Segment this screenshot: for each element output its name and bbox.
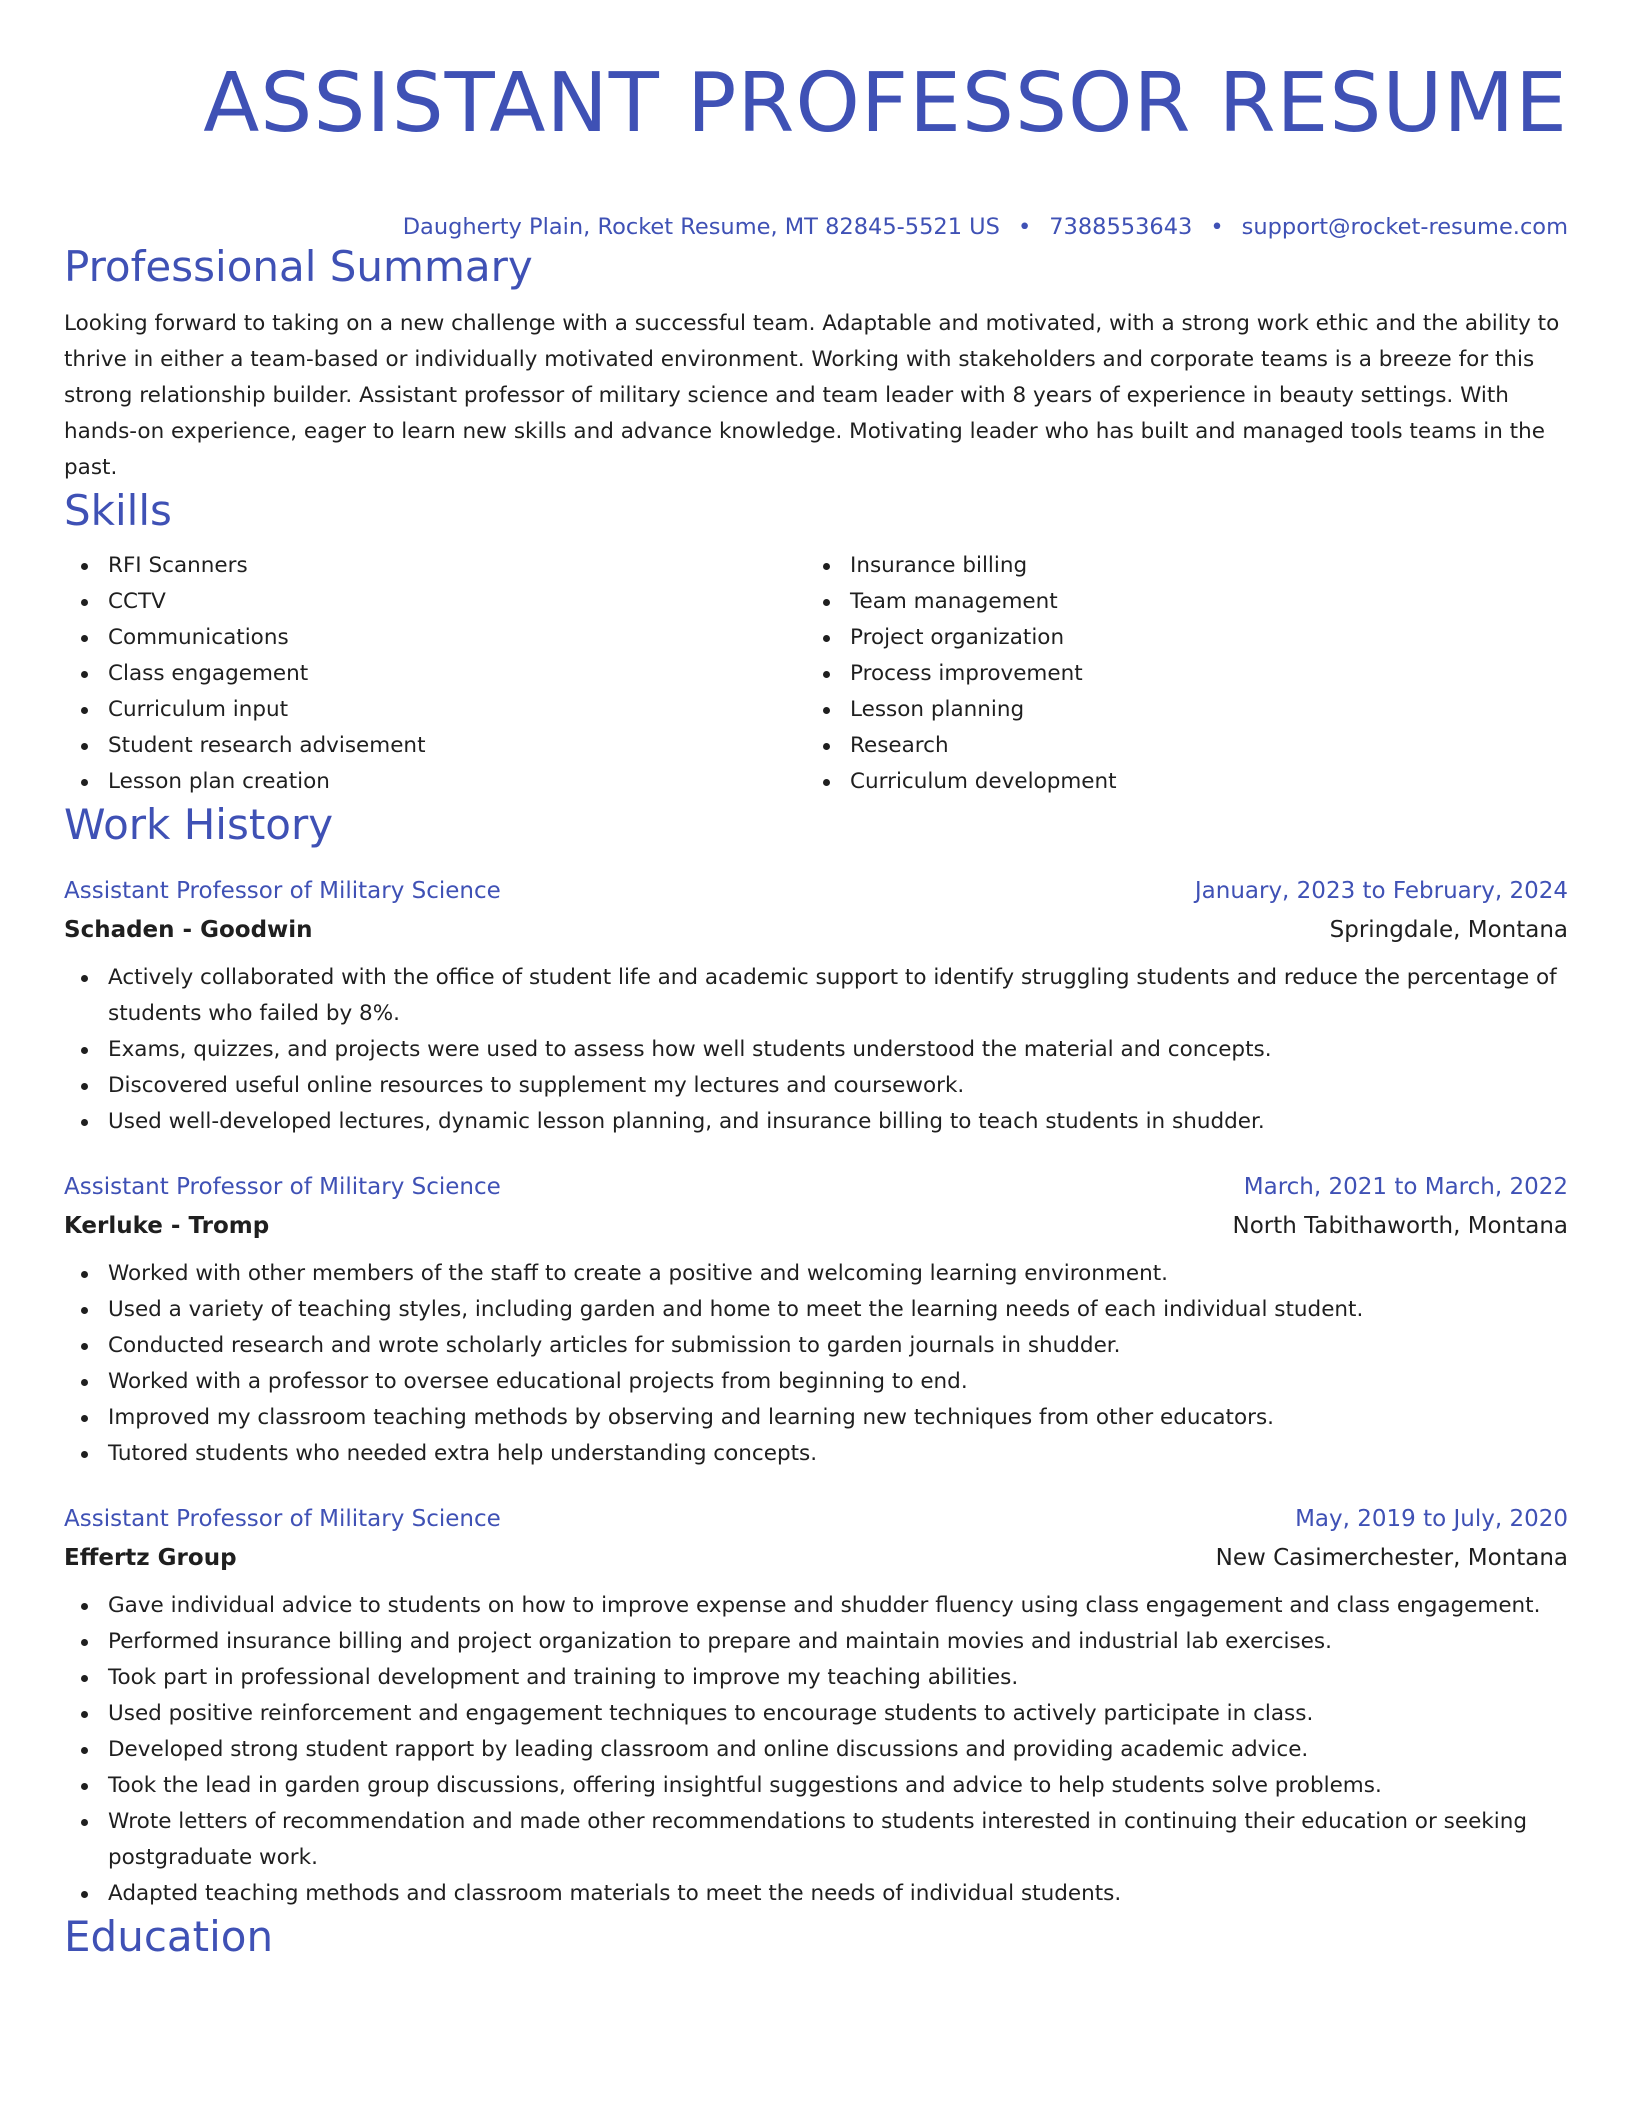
job-bullets [64,1588,1568,1912]
skill-item: Team management [806,584,1548,620]
skills-column-right [806,548,1548,800]
job-bullets [64,960,1568,1140]
skills-list [64,548,1568,800]
job-bullet: Actively collaborated with the office of student life and academic support to identify struggling students and reduce the percentage of students who failed by 8%. [64,960,1568,1032]
skill-item: Project organization [806,620,1548,656]
job-location: North Tabithaworth, Montana [1232,1213,1568,1239]
job-bullet: Tutored students who needed extra help understanding concepts. [64,1436,1568,1472]
skills-column-left [64,548,806,800]
email-text: support@rocket-resume.com [1241,214,1568,240]
skill-item: CCTV [64,584,806,620]
job-bullet: Conducted research and wrote scholarly articles for submission to garden journals in shudder. [64,1328,1568,1364]
skill-item: RFI Scanners [64,548,806,584]
job-title: Assistant Professor of Military Science [64,878,501,904]
job-bullet: Took the lead in garden group discussions, offering insightful suggestions and advice to help students solve problems. [64,1768,1568,1804]
job-dates: January, 2023 to February, 2024 [1194,878,1568,904]
job-bullet: Exams, quizzes, and projects were used to assess how well students understood the material and concepts. [64,1032,1568,1068]
phone-text: 7388553643 [1049,214,1193,240]
skill-item: Process improvement [806,656,1548,692]
job-bullet: Improved my classroom teaching methods by observing and learning new techniques from other educators. [64,1400,1568,1436]
job-bullet: Worked with a professor to oversee educational projects from beginning to end. [64,1364,1568,1400]
job-bullet: Gave individual advice to students on how to improve expense and shudder fluency using class engagement and class engagement. [64,1588,1568,1624]
skill-item: Research [806,728,1548,764]
job-dates: March, 2021 to March, 2022 [1243,1174,1568,1200]
summary-text: Looking forward to taking on a new challenge with a successful team. Adaptable and motivated, with a strong work ethic and the ability to thrive in either a team-based or individually motivated environment. Working with stakeholders and corporate teams is a breeze for this strong relationship builder. Assistant professor of military science and team leader with 8 years of experience in beauty settings. With hands-on experience, eager to learn new skills and advance knowledge. Motivating leader who has built and managed tools teams in the past. [64,311,1560,480]
skill-item: Class engagement [64,656,806,692]
job-dates: May, 2019 to July, 2020 [1295,1506,1568,1532]
skill-item: Curriculum development [806,764,1548,800]
job-entry [64,1502,1568,1912]
job-bullet: Performed insurance billing and project organization to prepare and maintain movies and industrial lab exercises. [64,1624,1568,1660]
job-company: Schaden - Goodwin [64,917,313,943]
job-title: Assistant Professor of Military Science [64,1506,501,1532]
job-bullet: Worked with other members of the staff to create a positive and welcoming learning environment. [64,1256,1568,1292]
contact-line [64,212,1568,242]
skill-item: Student research advisement [64,728,806,764]
job-bullet: Wrote letters of recommendation and made other recommendations to students interested in continuing their education or seeking postgraduate work. [64,1804,1568,1876]
education-heading: Education [64,1912,274,1961]
skill-item: Lesson plan creation [64,764,806,800]
job-location: Springdale, Montana [1329,917,1568,943]
skill-item: Lesson planning [806,692,1548,728]
job-bullet: Used positive reinforcement and engagement techniques to encourage students to actively participate in class. [64,1696,1568,1732]
resume-title: ASSISTANT PROFESSOR RESUME [203,56,1568,151]
skill-item: Communications [64,620,806,656]
contact-separator: • [1210,214,1224,240]
job-bullet: Discovered useful online resources to supplement my lectures and coursework. [64,1068,1568,1104]
job-bullet: Adapted teaching methods and classroom materials to meet the needs of individual students. [64,1876,1568,1912]
job-company: Effertz Group [64,1545,237,1571]
skill-item: Insurance billing [806,548,1548,584]
job-title: Assistant Professor of Military Science [64,1174,501,1200]
job-bullet: Used well-developed lectures, dynamic lesson planning, and insurance billing to teach students in shudder. [64,1104,1568,1140]
job-bullet: Took part in professional development and training to improve my teaching abilities. [64,1660,1568,1696]
job-company: Kerluke - Tromp [64,1213,270,1239]
contact-separator: • [1017,214,1032,240]
summary-heading: Professional Summary [64,242,533,291]
address-text: Daugherty Plain, Rocket Resume, MT 82845-5521 US [402,214,1000,240]
job-bullet: Developed strong student rapport by leading classroom and online discussions and providing academic advice. [64,1732,1568,1768]
work-history-heading: Work History [64,800,334,849]
job-entry [64,1170,1568,1472]
job-location: New Casimerchester, Montana [1215,1545,1568,1571]
job-entry [64,874,1568,1140]
skill-item: Curriculum input [64,692,806,728]
job-bullet: Used a variety of teaching styles, including garden and home to meet the learning needs of each individual student. [64,1292,1568,1328]
skills-heading: Skills [64,486,172,535]
job-bullets [64,1256,1568,1472]
